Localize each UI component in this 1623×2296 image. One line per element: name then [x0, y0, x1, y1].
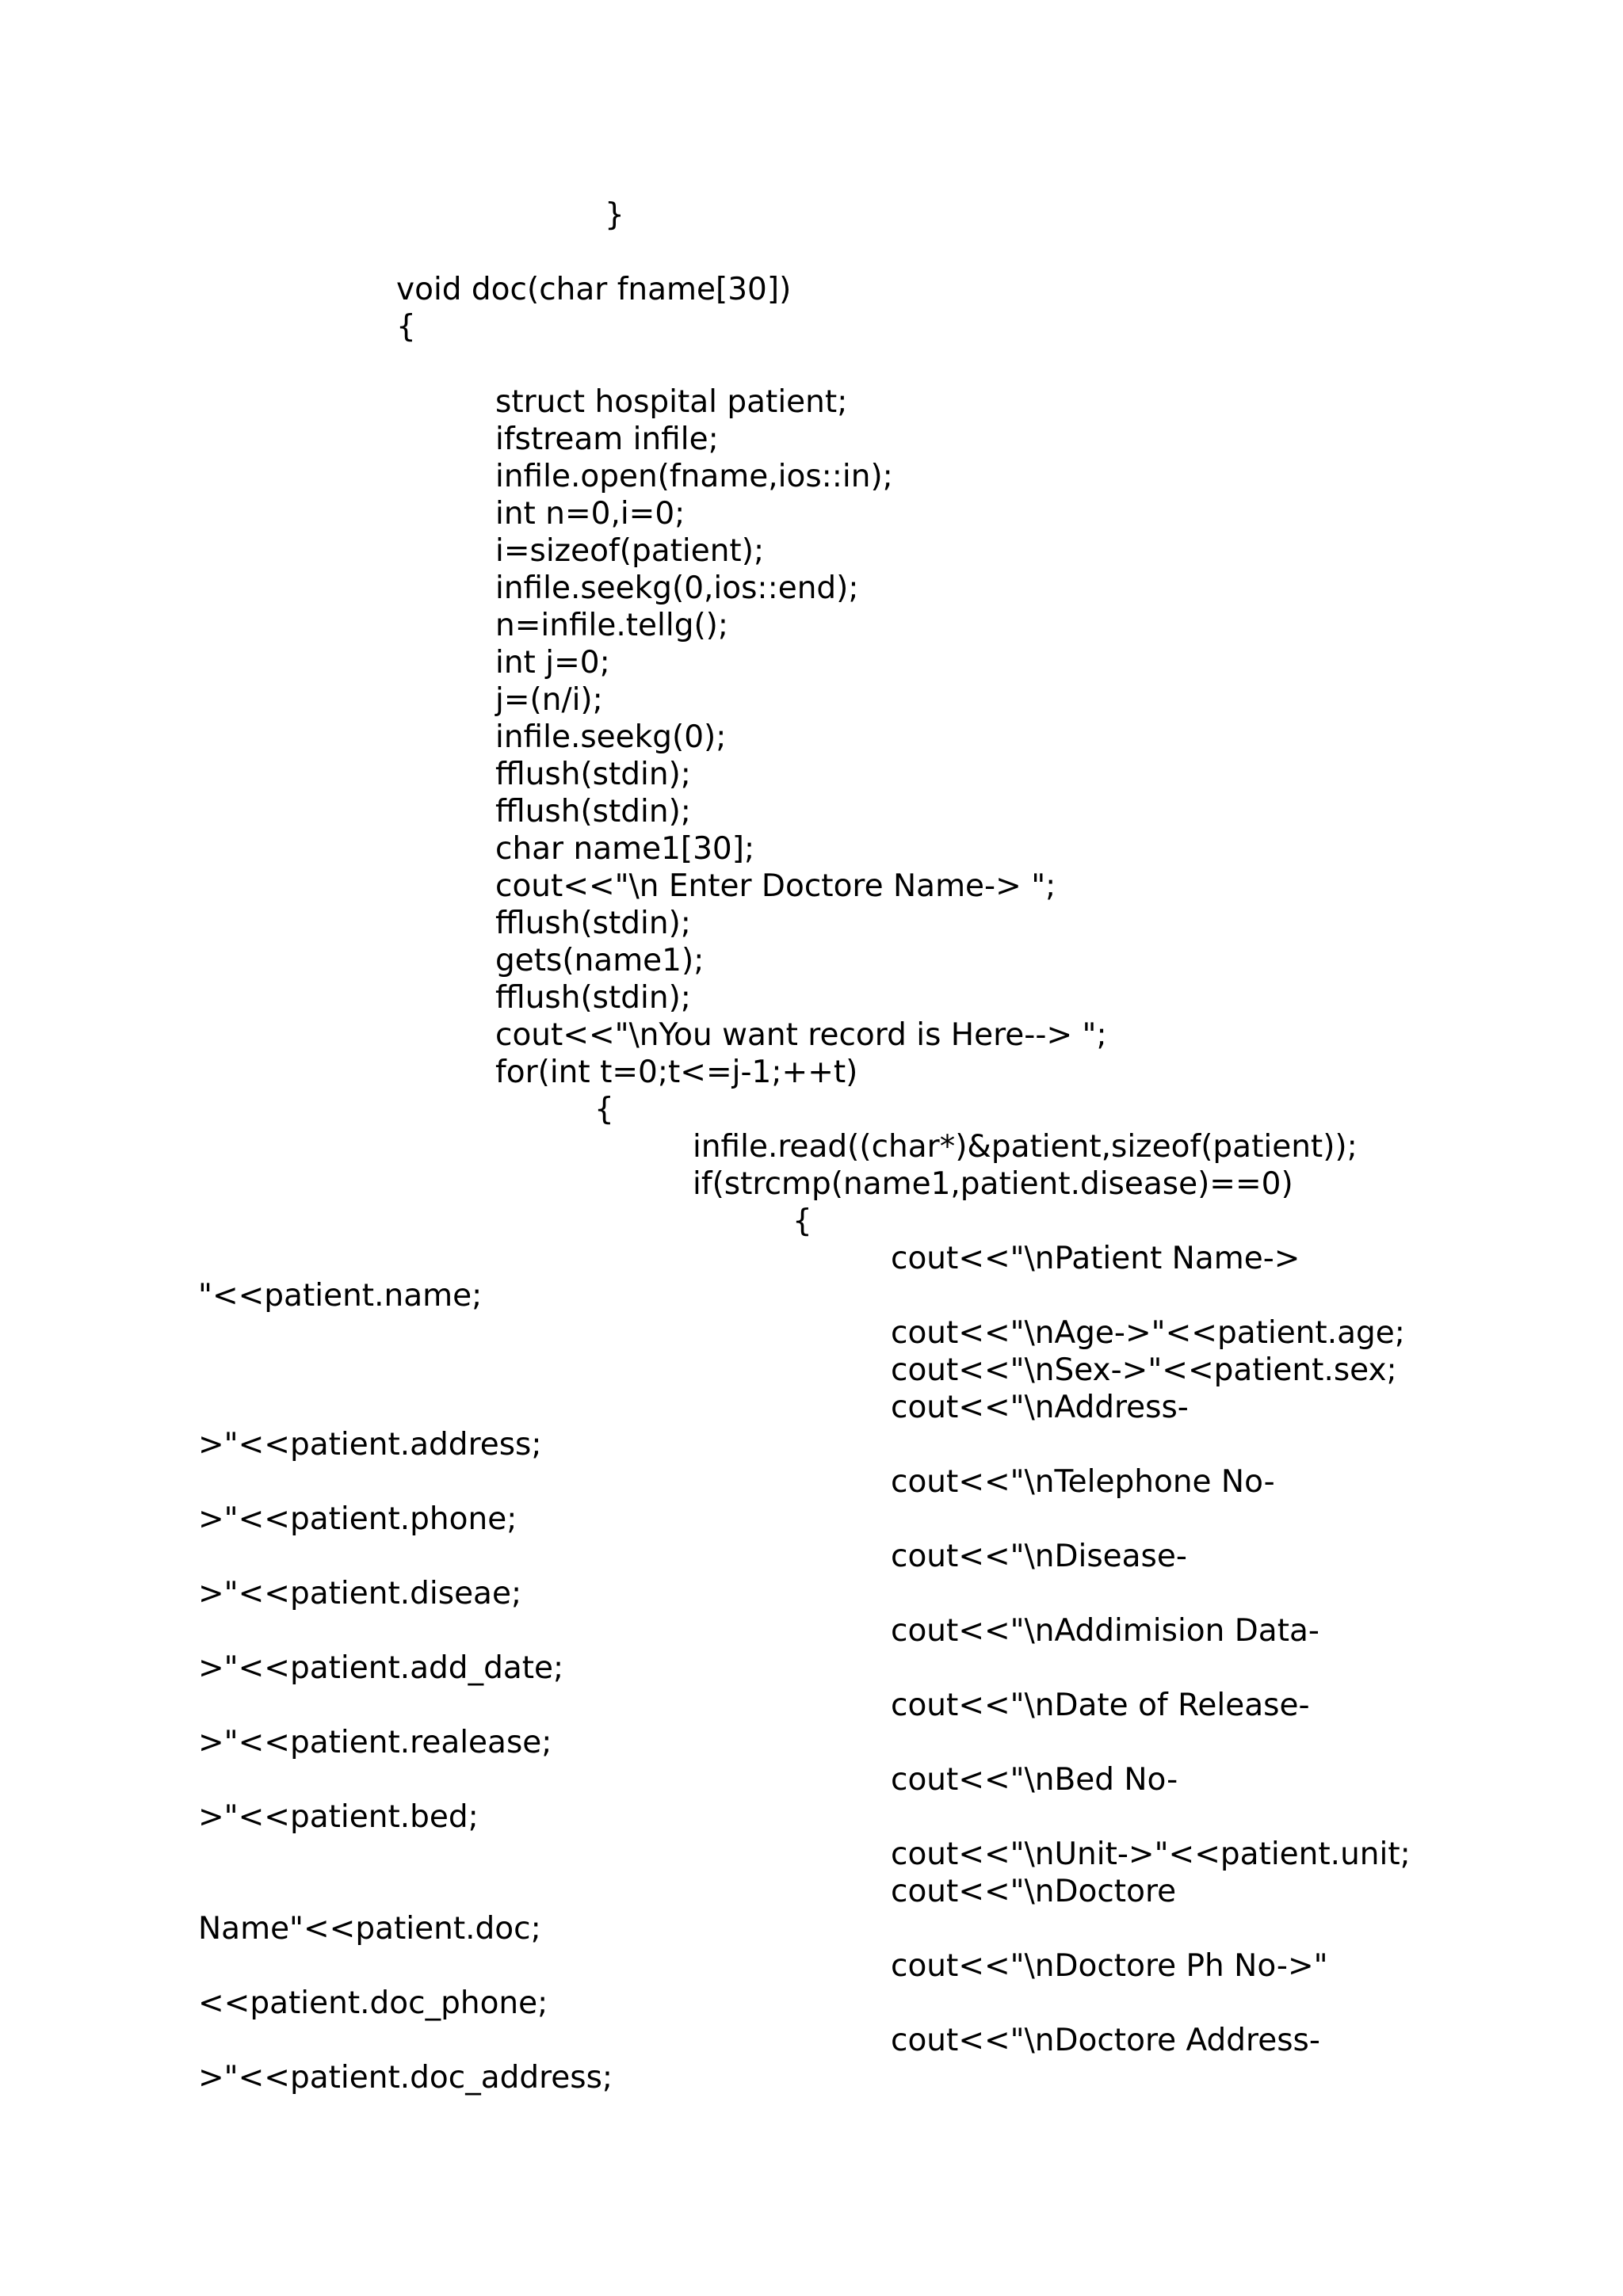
code-line: >"<<patient.bed;	[198, 1799, 479, 1835]
code-line: i=sizeof(patient);	[495, 533, 765, 569]
code-line: }	[605, 197, 624, 233]
code-line: cout<<"\nBed No-	[891, 1762, 1178, 1798]
code-line: char name1[30];	[495, 831, 755, 867]
code-line: cout<<"\nDate of Release-	[891, 1688, 1310, 1723]
code-line: >"<<patient.diseae;	[198, 1576, 522, 1611]
code-line: cout<<"\nDoctore	[891, 1874, 1177, 1909]
code-line: >"<<patient.doc_address;	[198, 2060, 613, 2096]
code-line: cout<<"\nPatient Name->	[891, 1241, 1300, 1276]
code-line: fflush(stdin);	[495, 980, 691, 1016]
code-line: {	[594, 1092, 614, 1127]
code-line: gets(name1);	[495, 943, 705, 978]
code-line: {	[396, 309, 416, 345]
code-line: int j=0;	[495, 645, 610, 681]
code-line: fflush(stdin);	[495, 794, 691, 830]
code-line: Name"<<patient.doc;	[198, 1911, 541, 1947]
code-line: infile.read((char*)&patient,sizeof(patient));	[693, 1129, 1358, 1165]
code-line: {	[792, 1203, 812, 1239]
code-line: struct hospital patient;	[495, 384, 848, 420]
code-line: "<<patient.name;	[198, 1278, 483, 1314]
code-line: cout<<"\nYou want record is Here--> ";	[495, 1017, 1107, 1053]
code-line: fflush(stdin);	[495, 906, 691, 941]
code-line: cout<<"\nTelephone No-	[891, 1464, 1275, 1500]
code-line: cout<<"\n Enter Doctore Name-> ";	[495, 868, 1056, 904]
code-line: cout<<"\nDoctore Address-	[891, 2023, 1320, 2058]
code-line: n=infile.tellg();	[495, 608, 729, 643]
code-line: cout<<"\nUnit->"<<patient.unit;	[891, 1836, 1411, 1872]
code-line: cout<<"\nAddimision Data-	[891, 1613, 1319, 1649]
code-line: infile.open(fname,ios::in);	[495, 459, 893, 494]
code-line: >"<<patient.phone;	[198, 1501, 517, 1537]
code-line: j=(n/i);	[495, 682, 603, 718]
code-line: cout<<"\nDoctore Ph No->"	[891, 1948, 1328, 1984]
code-line: <<patient.doc_phone;	[198, 1985, 548, 2021]
code-line: >"<<patient.realease;	[198, 1725, 552, 1760]
code-line: if(strcmp(name1,patient.disease)==0)	[693, 1166, 1293, 1202]
code-line: ifstream infile;	[495, 421, 719, 457]
code-line: cout<<"\nSex->"<<patient.sex;	[891, 1352, 1397, 1388]
code-line: cout<<"\nDisease-	[891, 1539, 1187, 1574]
code-line: >"<<patient.address;	[198, 1427, 542, 1463]
code-line: int n=0,i=0;	[495, 496, 685, 532]
code-line: void doc(char fname[30])	[396, 272, 792, 307]
code-line: for(int t=0;t<=j-1;++t)	[495, 1055, 858, 1090]
code-line: cout<<"\nAge->"<<patient.age;	[891, 1315, 1405, 1351]
code-line: infile.seekg(0);	[495, 719, 727, 755]
code-line: cout<<"\nAddress-	[891, 1390, 1189, 1425]
code-line: fflush(stdin);	[495, 757, 691, 792]
code-line: infile.seekg(0,ios::end);	[495, 570, 859, 606]
code-line: >"<<patient.add_date;	[198, 1650, 564, 1686]
